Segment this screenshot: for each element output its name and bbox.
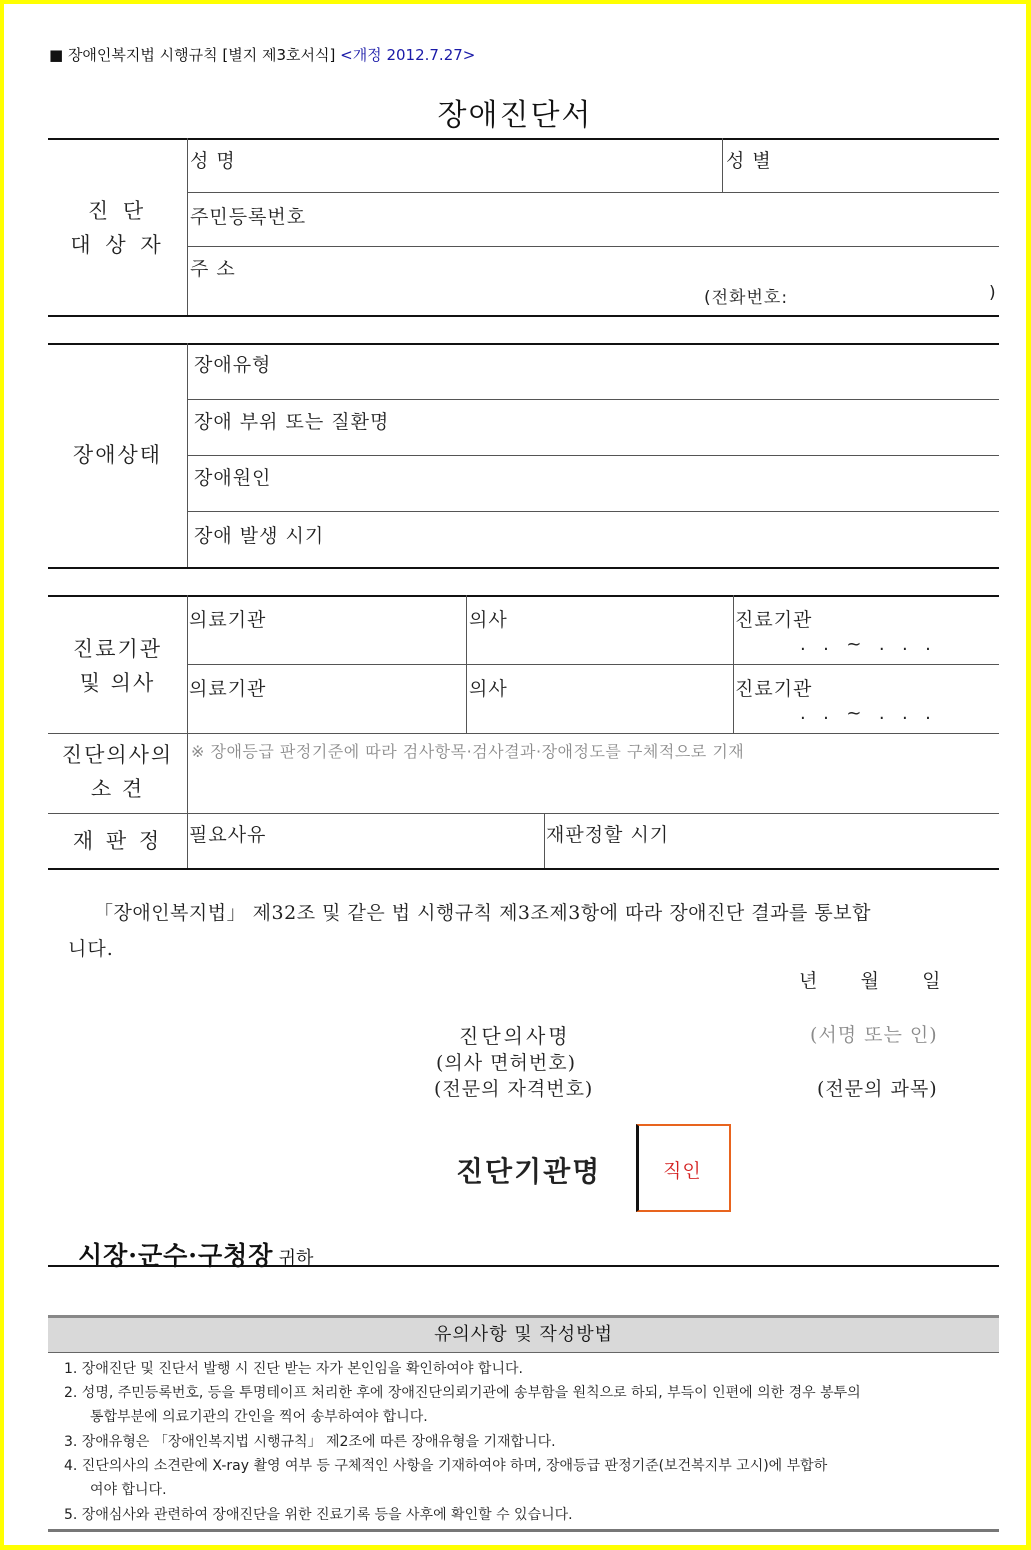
phone-close-label: ) <box>989 283 997 303</box>
form-reference-text: ■ 장애인복지법 시행규칙 [별지 제3호서식] <box>49 46 336 64</box>
rrn-label: 주민등록번호 <box>190 206 307 228</box>
rejudge-reason-label: 필요사유 <box>189 824 267 846</box>
section-label-opinion: 진단의사의 소 견 <box>61 743 174 801</box>
revision-note: <개정 2012.7.27> <box>340 46 476 64</box>
notes-header-title: 유의사항 및 작성방법 <box>434 1324 613 1345</box>
note-item-3: 3. 장애유형은 「장애인복지법 시행규칙」 제2조에 따른 장애유형을 기재합니다. <box>64 1434 556 1450</box>
disability-cause-label: 장애원인 <box>194 467 272 489</box>
section-label-institutions: 진료기관 및 의사 <box>72 637 163 695</box>
rejudge-time-label: 재판정할 시기 <box>546 824 670 846</box>
section-label-subject: 진 단 대 상 자 <box>70 199 165 257</box>
notes-header <box>48 1315 999 1353</box>
sign-or-seal-label: (서명 또는 인) <box>810 1024 938 1046</box>
statement-line-2: 니다. <box>68 938 114 960</box>
phone-open-label: (전화번호: <box>704 288 789 308</box>
doctor-label-1: 의사 <box>469 609 508 631</box>
disability-part-label: 장애 부위 또는 질환명 <box>194 411 390 433</box>
note-item-2-cont: 통합부분에 의료기관의 간인을 찍어 송부하여야 합니다. <box>90 1409 428 1425</box>
license-number-label: (의사 면허번호) <box>436 1052 576 1074</box>
note-item-2: 2. 성명, 주민등록번호, 등을 투명테이프 처리한 후에 장애진단의뢰기관에 송부함을 원칙으로 하되, 부득이 인편에 의한 경우 봉투의 <box>64 1385 861 1401</box>
disability-type-label: 장애유형 <box>194 354 272 376</box>
opinion-note: ※ 장애등급 판정기준에 따라 검사항목·검사결과·장애정도를 구체적으로 기재 <box>191 742 745 761</box>
form-reference <box>49 44 475 65</box>
period-dates-2: . . ~ . . . <box>800 703 933 724</box>
institution-name-label: 진단기관명 <box>456 1155 602 1188</box>
note-item-4: 4. 진단의사의 소견란에 X-ray 촬영 여부 등 구체적인 사항을 기재하여야 하며, 장애등급 판정기준(보건복지부 고시)에 부합하 <box>64 1458 828 1474</box>
doctor-label-2: 의사 <box>469 678 508 700</box>
recipient-title: 시장·군수·구청장 <box>78 1241 274 1270</box>
disability-onset-label: 장애 발생 시기 <box>194 525 325 547</box>
period-dates-1: . . ~ . . . <box>800 634 933 655</box>
specialist-number-label: (전문의 자격번호) <box>434 1078 594 1100</box>
doctor-name-label: 진단의사명 <box>459 1024 571 1048</box>
statement-line-1: 「장애인복지법」 제32조 및 같은 법 시행규칙 제3조제3항에 따라 장애진단 결과를 통보합 <box>94 902 871 924</box>
recipient-suffix: 귀하 <box>278 1248 314 1269</box>
note-item-1: 1. 장애진단 및 진단서 발행 시 진단 받는 자가 본인임을 확인하여야 합니다. <box>64 1361 523 1377</box>
note-item-5: 5. 장애심사와 관련하여 장애진단을 위한 진료기록 등을 사후에 확인할 수 있습니다. <box>64 1507 573 1523</box>
specialty-label: (전문의 과목) <box>817 1078 938 1100</box>
form-sheet <box>4 4 1026 1545</box>
institution-label-2: 의료기관 <box>189 678 267 700</box>
address-label: 주 소 <box>190 258 236 280</box>
institution-label-1: 의료기관 <box>189 609 267 631</box>
period-label-2: 진료기관 <box>735 678 813 700</box>
section-label-status: 장애상태 <box>72 443 163 467</box>
gender-label: 성 별 <box>726 150 772 172</box>
issue-date: 년 월 일 <box>799 970 942 992</box>
note-item-4-cont: 여야 합니다. <box>90 1482 167 1498</box>
page-title: 장애진단서 <box>437 98 593 133</box>
official-seal-text: 직인 <box>663 1160 702 1182</box>
section-label-rejudge: 재 판 정 <box>72 829 163 853</box>
period-label-1: 진료기관 <box>735 609 813 631</box>
name-label: 성 명 <box>190 150 236 172</box>
